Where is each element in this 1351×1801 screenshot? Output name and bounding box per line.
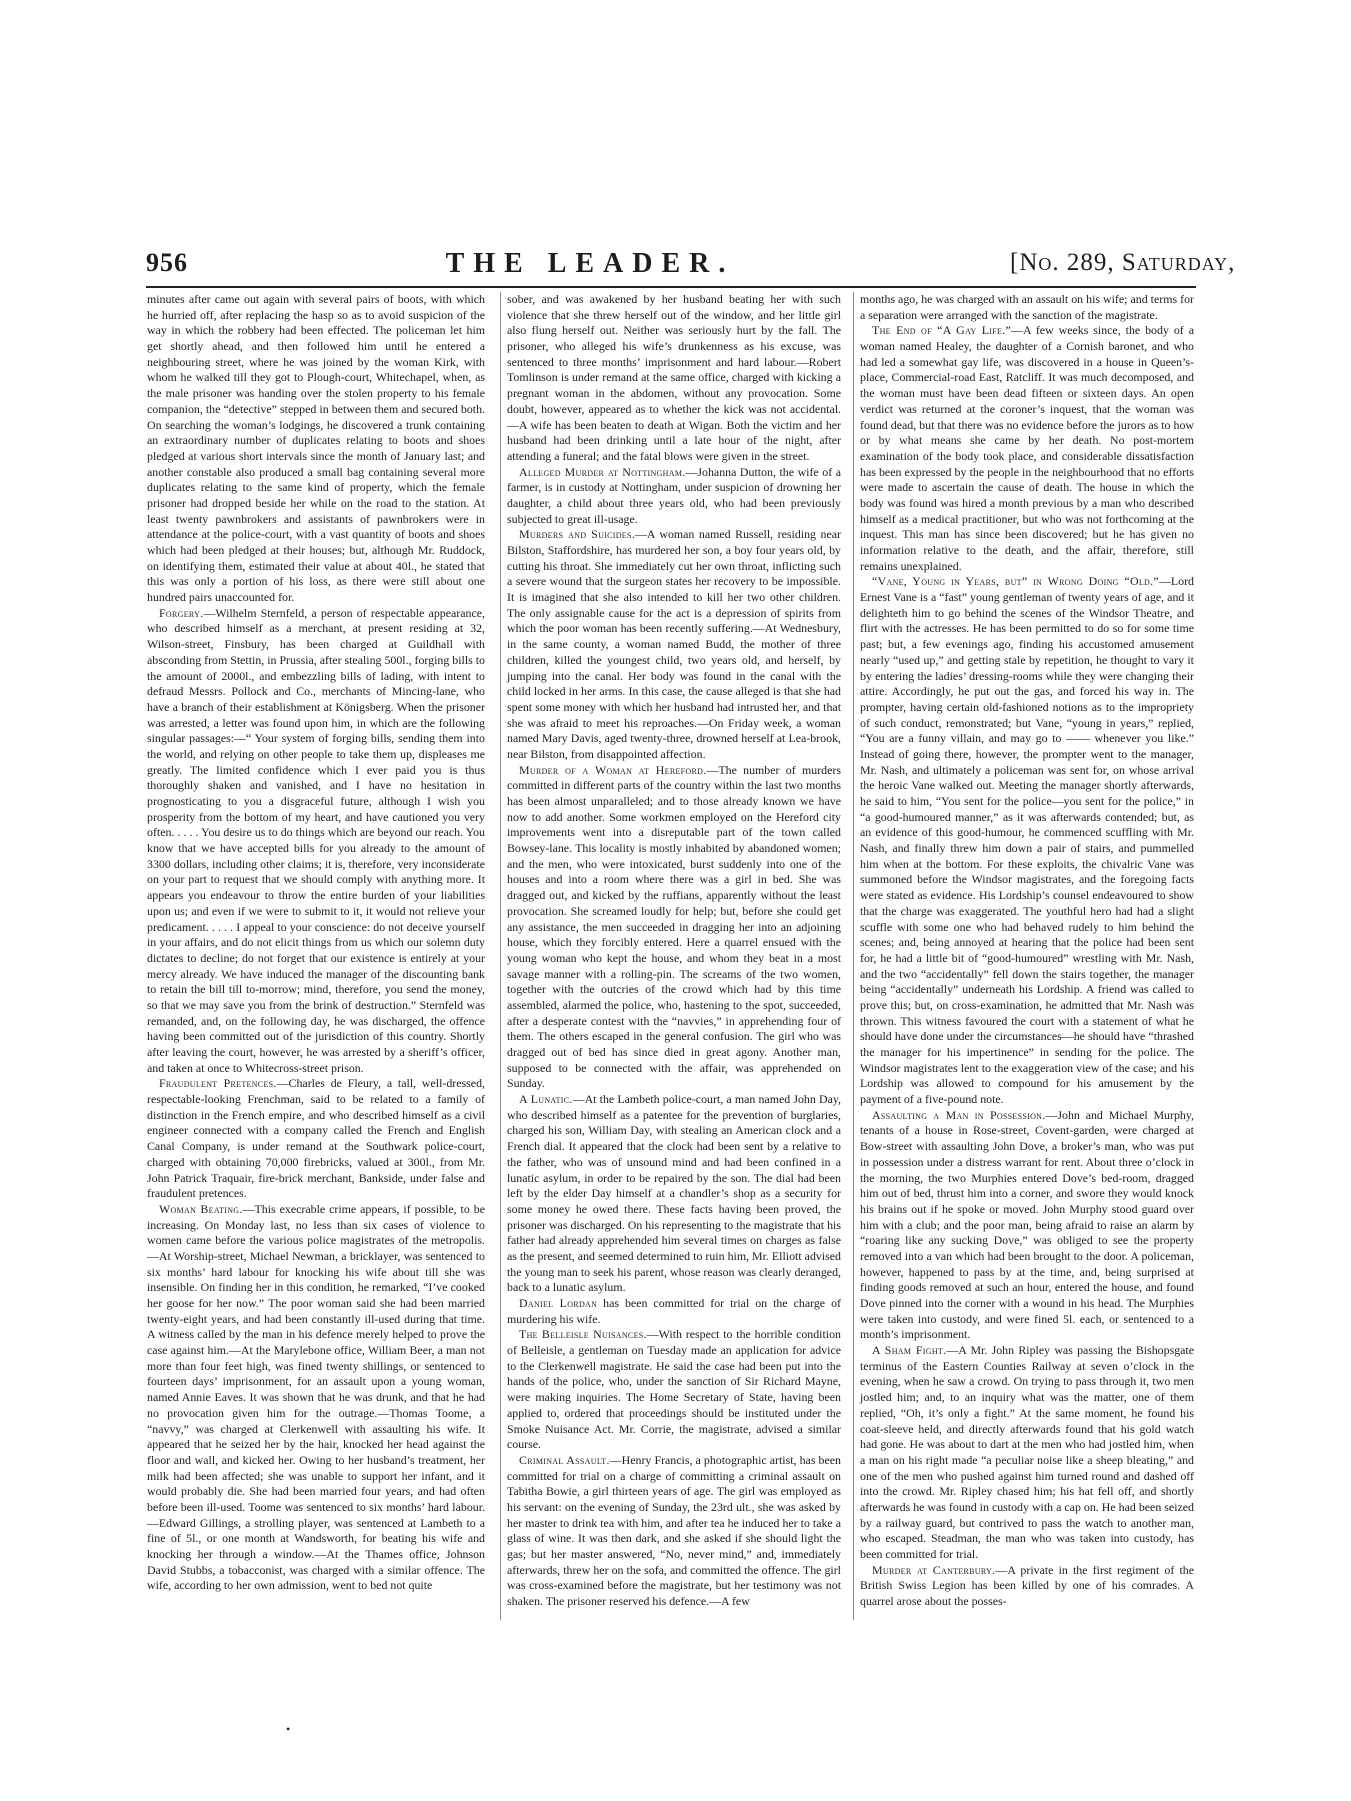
stray-mark: • [286,1722,291,1736]
article-text: —A Mr. John Ripley was passing the Bishopsgate terminus of the Eastern Counties Railway at seven o’clock in the evening, when he saw a crowd. On trying to pass through it, two men jostled him; and, to an inquiry what was the matter, one of them replied, “Oh, it’s only a fight.” At the same moment, he found his coat-sleeve held, and directly afterwards found that his gold watch had gone. He was about to dart at the men who had jostled him, when a man on his right made “a peculiar noise like a sheep bleating,” and one of the men who pushed against him turned round and dashed off into the crowd. Mr. Ripley chased him; his hat fell off, and shortly afterwards he was found in custody with a cap on. He had been seized by a railway guard, but contrived to pass the watch to another man, who escaped. Steadman, the man who was taken into custody, has been committed for trial. [860,1343,1194,1561]
article-paragraph [860,574,1194,1107]
article-heading: Alleged Murder at Nottingham. [519,464,686,479]
issue-info: [No. 289, Saturday, [1010,249,1236,276]
column-1 [147,292,485,1620]
article-heading: A Sham Fight. [872,1343,947,1358]
article-text: —At the Lambeth police-court, a man named John Day, who described himself as a patentee for the prevention of burglaries, charged his son, William Day, with stealing an American clock and a French dial. It appeared that the clock had been sent by a relative to the father, who was of unsound mind and had been confined in a lunatic asylum, in order to be repaired by the son. The dial had been left by the elder Day himself at a chandler’s shop as a security for some money he owed there. These facts having been proved, the prisoner was discharged. On his representing to the magistrate that his father had already apprehended him several times on charges as false as the present, and seemed determined to ruin him, Mr. Elliott advised the young man to seek his parent, whose reason was clearly deranged, back to a lunatic asylum. [507,1092,841,1295]
article-heading: Murder of a Woman at Hereford. [519,762,707,777]
article-paragraph [147,606,485,1077]
article-heading: The Belleisle Nuisances. [519,1327,647,1342]
article-text: —This execrable crime appears, if possible, to be increasing. On Monday last, no less than six cases of violence to women came before the various police magistrates of the metropolis.—At Worship-street, Michael Newman, a bricklayer, was sentenced to six months’ hard labour for knocking his wife about till she was insensible. On finding her in this condition, he remarked, “I’ve cooked her goose for her now.” The poor woman said she had been married twenty-eight years, and had been constantly ill-used during that time. A witness called by the man in his defence merely helped to prove the case against him.—At the Marylebone office, William Beer, a man not more than four feet high, was fined twenty shillings, or sentenced to fourteen days’ imprisonment, for an assault upon a young woman, named Annie Eaves. It was shown that he was drunk, and that he had no provocation given him for the outrage.—Thomas Toome, a “navvy,” was charged at Clerkenwell with assaulting his wife. It appeared that he seized her by the hair, knocked her head against the floor and wall, and kicked her. Owing to her husband’s treatment, her milk had been affected; she was unable to support her infant, and it would probably die. She had been married four years, and had often before been ill-used. Toome was sentenced to six months’ hard labour.—Edward Gillings, a strolling player, was sentenced at Lambeth to a fine of 5l., or one month at Wandsworth, for beating his wife and knocking her through a window.—At the Thames office, Johnson David Stubbs, a tobacconist, was charged with a similar offence. The wife, according to her own admission, went to bed not quite [147,1201,485,1593]
article-text: —Henry Francis, a photographic artist, has been committed for trial on a charge of committing a criminal assault on Tabitha Bowie, a girl thirteen years of age. The girl was employed as his servant: on the evening of Sunday, the 23rd ult., she was asked by her master to drink tea with him, and after tea he induced her to take a glass of wine. It was then dark, and she asked if she should light the gas; but her master answered, “No, never mind,” and, immediately afterwards, threw her on the sofa, and committed the offence. The girl was cross-examined before the magistrate, but her testimony was not shaken. The prisoner reserved his defence.—A few [507,1452,841,1609]
article-text: —A private in the first regiment of the British Swiss Legion has been killed by one of his comrades. A quarrel arose about the posses- [860,1562,1194,1609]
article-heading: The End of “A Gay Life.” [872,323,1012,338]
article-text: —Wilhelm Sternfeld, a person of respectable appearance, who described himself as a merchant, at present residing at 32, Wilson-street, Finsbury, has been charged at Guildhall with absconding from Stettin, in Prussia, after stealing 500l., forging bills to the amount of 2000l., and embezzling bills of lading, with intent to defraud Messrs. Pollock and Co., merchants of Mincing-lane, who have a branch of their establishment at Königsberg. When the prisoner was arrested, a letter was found upon him, in which are the following singular passages:—“ Your system of forging bills, sending them into the world, and relying on other people to take them up, displeases me greatly. The limited confidence which I ever paid you is thus thoroughly shaken and vanished, and I have no hesitation in prognosticating to you a disgraceful future, although I wish you prosperity from the bottom of my heart, and have cautioned you very often. . . . . You desire us to do things which are beyond our reach. You know that we have accepted bills for you already to the amount of 3300 dollars, including other claims; it is, therefore, very inconsiderate on your part to request that we should comply with anything more. It appears you endeavour to throw the entire burden of your liabilities upon us; and even if we were to submit to it, it would not relieve your predicament. . . . . I appeal to your conscience: do not deceive yourself in your affairs, and do not elicit things from us which our solemn duty dictates to decline; do not forget that our existence is entirely at your mercy already. We have induced the manager of the discounting bank to retain the bill till to-morrow; mind, therefore, you send the money, so that we may save you from the brink of destruction.” Sternfeld was remanded, and, on the following day, he was discharged, the offence having been committed out of the jurisdiction of this country. Shortly after leaving the court, however, he was arrested by a sheriff’s officer, and taken at once to Whitecross-street prison. [147,605,485,1075]
article-paragraph [860,323,1194,574]
article-paragraph [147,1202,485,1594]
column-2 [500,292,841,1620]
article-text: —Lord Ernest Vane is a “fast” young gentleman of twenty years of age, and it delighteth him to go behind the scenes of the Windsor Theatre, and flirt with the actresses. He has been permitted to do so for some time past; but, a few evenings ago, finding his accustomed amusement nearly “used up,” and getting stale by repetition, he thought to vary it by entering the ladies’ dressing-rooms while they were changing their attire. Accordingly, he put out the gas, and forced his way in. The prompter, having certain old-fashioned notions as to the impropriety of such conduct, remonstrated; but Vane, “young in years,” replied, “You are a funny villain, and may go to —— whenever you like.” Instead of going there, however, the prompter went to the manager, Mr. Nash, and ultimately a policeman was sent for, on whose arrival the heroic Vane walked out. Meeting the manager shortly afterwards, he said to him, “You sent for the police—you sent for the police,” in “a good-humoured manner,” as it was afterwards contended; but, as an evidence of this good-humour, he commenced scuffling with Mr. Nash, and finally threw him down a pair of stairs, and pummelled him when at the bottom. For these exploits, the chivalric Vane was summoned before the Windsor magistrates, and the foregoing facts were stated as evidence. His Lordship’s counsel endeavoured to show that the charge was exaggerated. The youthful hero had had a slight scuffle with some one who had behaved rudely to him behind the scenes; and, being annoyed at hearing that the police had been sent for, he had a little bit of “good-humoured” wrestling with Mr. Nash, and the two “accidentally” fell down the stairs together, the manager being “accidentally” underneath his Lordship. A friend was called to prove this; but, on cross-examination, he admitted that Mr. Nash was thrown. This witness favoured the court with a statement of what he should have done under the circumstances—he should have “thrashed the manager for his impertinence” in sending for the police. The Windsor magistrates lent to the exaggeration view of the case; and his Lordship was allowed to compound for his amusement by the payment of a five-pound note. [860,574,1194,1107]
article-paragraph [507,763,841,1092]
article-heading: Daniel Lordan [519,1296,598,1310]
article-paragraph [860,1343,1194,1563]
article-text: minutes after came out again with several pairs of boots, with which he hurried off, after replacing the hasp so as to avoid suspicion of the way in which the robbery had been effected. The policeman let him get shortly ahead, and then followed him until he entered a neighbouring street, where he was joined by the woman Kirk, with whom he walked till they got to Plough-court, Whitechapel, when, as the male prisoner was handing over the stolen property to his female companion, the “detective” stepped in between them and secured both. On searching the woman’s lodgings, he discovered a trunk containing an extraordinary number of duplicates relating to boots and shoes pledged at various short intervals since the month of January last; and another constable also produced a small bag containing several more duplicates relating to the same kind of property, which the female prisoner had dropped beside her while on the road to the station. At least twenty pawnbrokers and assistants of pawnbrokers were in attendance at the police-court, with a vast quantity of boots and shoes which had been pledged at their houses; but, although Mr. Ruddock, on identifying them, estimated their value at about 40l., he stated that this was only a portion of his loss, as there were still about one hundred pairs unaccounted for. [147,292,485,605]
article-heading: Assaulting a Man in Possession. [872,1107,1046,1122]
article-text: —Johanna Dutton, the wife of a farmer, is in custody at Nottingham, under suspicion of drowning her daughter, a child about three years old, who had been previously subjected to great ill-usage. [507,464,841,526]
article-heading: “Vane, Young in Years, but” in Wrong Doing “Old.” [872,574,1159,589]
header-rule [146,286,1196,288]
article-text: —John and Michael Murphy, tenants of a house in Rose-street, Covent-garden, were charged at Bow-street with assaulting John Dove, a broker’s man, who was put in possession under a distress warrant for rent. About three o’clock in the morning, the two Murphies entered Dove’s bed-room, dragged him out of bed, thrust him into a corner, and swore they would knock his brains out if he spoke or moved. John Murphy stood guard over him with a club; and the poor man, being afraid to raise an alarm by “roaring like any sucking Dove,” was obliged to see the property removed into a van which had been brought to the door. A policeman, however, happened to pass by at the time, and, being surprised at finding goods removed at such an hour, entered the house, and found Dove pinned into the corner with a wound in his head. The Murphies were taken into custody, and were fined 5l. each, or sentenced to a month’s imprisonment. [860,1107,1194,1342]
article-heading: Murders and Suicides. [519,527,635,542]
article-paragraph [507,1092,841,1296]
article-heading: Criminal Assault. [519,1452,610,1467]
article-heading: Fraudulent Pretences. [159,1076,277,1091]
article-paragraph [507,1296,841,1327]
article-text: sober, and was awakened by her husband beating her with such violence that she threw herself out of the window, and her little girl also flung herself out. Neither was seriously hurt by the fall. The prisoner, who alleged his wife’s drunkenness as his excuse, was sentenced to three months’ imprisonment and hard labour.—Robert Tomlinson is under remand at the same office, charged with kicking a pregnant woman in the abdomen, without any provocation. Some doubt, however, appeared as to whether the kick was not accidental.—A wife has been beaten to death at Wigan. Both the victim and her husband had been drinking until a late hour of the night, after attending a funeral; and the fatal blows were given in the street. [507,292,841,463]
article-paragraph [507,292,841,465]
column-3 [853,292,1194,1620]
page-header [0,248,1351,288]
article-text: months ago, he was charged with an assault on his wife; and terms for a separation were arranged with the sanction of the magistrate. [860,292,1194,322]
article-paragraph [147,292,485,606]
article-paragraph [860,1108,1194,1343]
article-paragraph [147,1076,485,1202]
article-heading: A Lunatic. [519,1092,573,1107]
article-paragraph [507,527,841,762]
masthead-title: THE LEADER. [445,248,735,279]
article-paragraph [507,1453,841,1610]
article-paragraph [860,292,1194,323]
article-text: —With respect to the horrible condition of Belleisle, a gentleman on Tuesday made an application for advice to the Clerkenwell magistrate. He said the case had been put into the hands of the police, who, under the sanction of Sir Richard Mayne, were making inquiries. The Home Secretary of State, having been applied to, ordered that proceedings should be instituted under the Smoke Nuisance Act. Mr. Corrie, the magistrate, advised a similar course. [507,1327,841,1452]
article-text: has been committed for trial on the charge of murdering his wife. [507,1296,841,1326]
article-heading: Murder at Canterbury. [872,1562,996,1577]
article-paragraph [507,1327,841,1453]
article-paragraph [507,465,841,528]
article-heading: Forgery. [159,605,204,620]
page-number: 956 [146,248,188,277]
article-paragraph [860,1563,1194,1610]
article-text: —The number of murders committed in different parts of the country within the last two months has been almost unparalleled; and to those already known we have now to add another. Some workmen employed on the Hereford city improvements went into a disreputable part of the town called Bowsey-lane. This locality is mostly inhabited by abandoned women; and the men, who were intoxicated, burst suddenly into one of the houses and into a room where there was a girl in bed. She was dragged out, and kicked by the ruffians, apparently without the least provocation. She screamed loudly for help; but, before she could get any assistance, the men succeeded in dragging her into an adjoining house, which they forcibly entered. Here a quarrel ensued with the young woman who kept the house, and whom they beat in a most savage manner with a rolling-pin. The screams of the two women, together with the outcries of the crowd which had by this time assembled, alarmed the police, who, hastening to the spot, succeeded, after a desperate contest with the “navvies,” in apprehending four of them. The others escaped in the general confusion. The girl who was dragged out of bed has since died in great agony. Another man, supposed to be connected with the affair, was apprehended on Sunday. [507,762,841,1091]
article-heading: Woman Beating. [159,1201,243,1216]
article-text: —A woman named Russell, residing near Bilston, Staffordshire, has murdered her son, a boy four years old, by cutting his throat. She immediately cut her own throat, inflicting such a severe wound that the surgeon states her recovery to be impossible. It is imagined that she also intended to kill her two other children. The only assignable cause for the act is a depression of spirits from which the poor woman has been recently suffering.—At Wednesbury, in the same county, a woman named Budd, the mother of three children, killed the youngest child, two years old, and herself, by jumping into the canal. Her body was found in the canal with the child locked in her arms. In this case, the cause alleged is that she had spent some money with which her husband had intrusted her, and that she was afraid to meet his reproaches.—On Friday week, a woman named Mary Davis, aged twenty-three, drowned herself at Lea-brook, near Bilston, from disappointed affection. [507,527,841,761]
article-text: —Charles de Fleury, a tall, well-dressed, respectable-looking Frenchman, said to be related to a family of distinction in the French empire, and who described himself as a civil engineer connected with a company called the French and English Canal Company, is under remand at the Southwark police-court, charged with obtaining 70,000 firebricks, valued at 300l., from Mr. John Patrick Traquair, fire-brick merchant, Bankside, under false and fraudulent pretences. [147,1076,485,1201]
article-text: —A few weeks since, the body of a woman named Healey, the daughter of a Cornish baronet, and who had led a somewhat gay life, was discovered in a house in Queen’s-place, Commercial-road East, Ratcliff. It was much decomposed, and the woman must have been dead fifteen or sixteen days. An open verdict was returned at the coroner’s inquest, that the woman was found dead, but that there was no evidence before the jurors as to how or by what means she came by her death. No post-mortem examination of the body took place, and considerable dissatisfaction has been expressed by the people in the neighbourhood that no efforts were made to ascertain the cause of death. The house in which the body was found was hired a month previous by a man who described himself as a medical practitioner, but who was not forthcoming at the inquest. This man has since been discovered; but he has given no information relative to the death, and the affair, therefore, still remains unexplained. [860,323,1194,573]
